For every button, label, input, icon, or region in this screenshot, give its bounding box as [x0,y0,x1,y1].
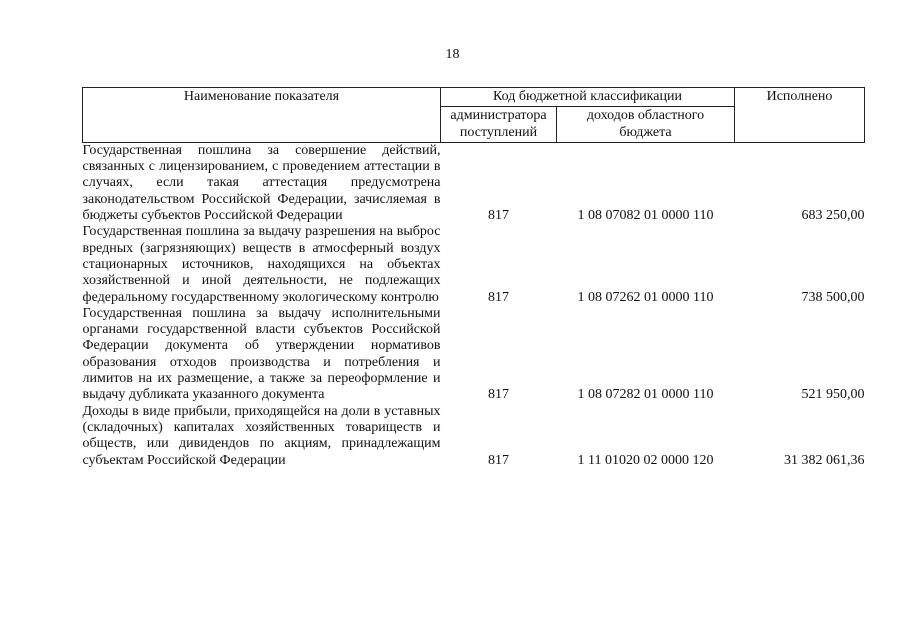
row-name: Государственная пошлина за совершение действий, связанных с лицензированием, с проведением аттестации в случаях, если такая аттестация предусмотрена законодательством Российской Федерации, зачисляемая в бюджеты субъектов Российской Федерации [82,142,441,224]
page-number: 18 [445,47,460,62]
table-row [83,306,865,404]
header-name: Наименование показателя [83,88,441,143]
header-code-group: Код бюджетной классификации [441,88,735,107]
row-income-code: 1 11 01020 02 0000 120 [577,452,714,468]
row-admin-code: 817 [488,452,509,468]
row-income-code: 1 08 07262 01 0000 110 [577,289,714,305]
row-admin-code: 817 [488,208,509,224]
row-admin-code: 817 [488,387,509,403]
table-row [83,404,865,469]
header-administrator: администратора поступлений [441,107,557,143]
row-name: Доходы в виде прибыли, приходящейся на доли в уставных (складочных) капиталах хозяйственных товариществ и обществ, или дивидендов по акциям, принадлежащим субъектам Российской Федерации [82,403,441,468]
header-executed: Исполнено [735,88,865,143]
row-amount: 521 950,00 [801,387,865,403]
row-admin-code: 817 [488,289,509,305]
row-income-code: 1 08 07082 01 0000 110 [577,208,714,224]
row-name: Государственная пошлина за выдачу разрешения на выброс вредных (загрязняющих) веществ в атмосферный воздух стационарных источников, находящихся на объектах хозяйственной и иной деятельности, не подлежащих федеральному государственному экологическому контролю [82,224,441,305]
row-income-code: 1 08 07282 01 0000 110 [577,387,714,403]
row-amount: 683 250,00 [801,208,865,224]
row-amount: 31 382 061,36 [784,452,865,468]
row-name: Государственная пошлина за выдачу исполнительными органами государственной власти субъектов Российской Федерации документа об утверждении нормативов образования отходов производства и потребления и лимитов на их размещение, а также за переоформление и выдачу дубликата указанного документа [82,305,441,403]
budget-table [82,87,865,469]
table-row [83,142,865,224]
table-row [83,224,865,305]
header-income: доходов областного бюджета [557,107,735,143]
row-amount: 738 500,00 [801,289,865,305]
